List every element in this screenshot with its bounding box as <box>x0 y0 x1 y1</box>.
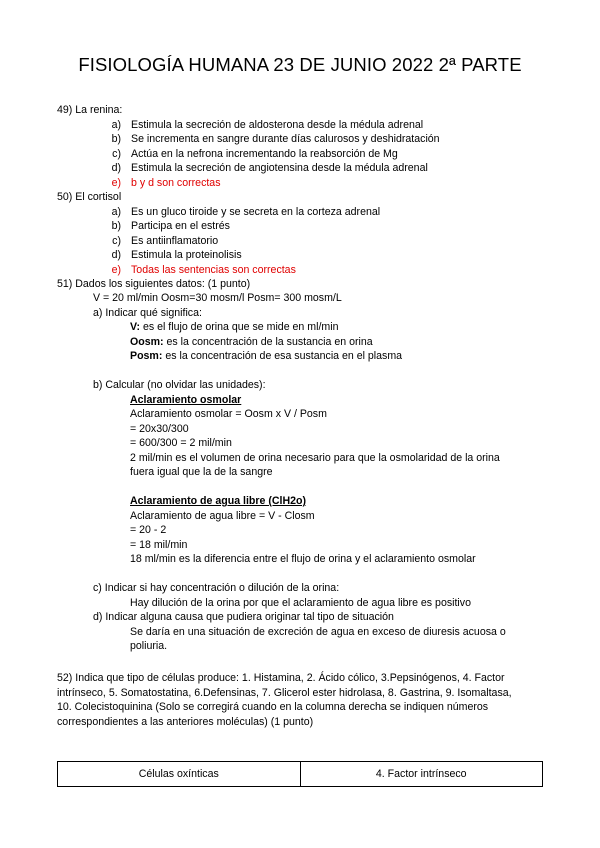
q51-part-b-label: b) Calcular (no olvidar las unidades): <box>93 379 266 391</box>
q51-data-line: V = 20 ml/min Oosm=30 mosm/l Posm= 300 mosm/L <box>93 292 342 304</box>
q51-def-v: V: es el flujo de orina que se mide en ml/min <box>130 321 339 333</box>
q52-line-1: 52) Indica que tipo de células produce: 1. Histamina, 2. Ácido cólico, 3.Pepsinógenos, 4. Factor <box>57 672 505 684</box>
osmolar-line-1: Aclaramiento osmolar = Oosm x V / Posm <box>130 408 327 420</box>
q51-part-c-label: c) Indicar si hay concentración o dilución de la orina: <box>93 582 340 594</box>
water-line-4: 18 ml/min es la diferencia entre el flujo de orina y el aclaramiento osmolar <box>130 553 476 565</box>
water-line-1: Aclaramiento de agua libre = V - Closm <box>130 510 315 522</box>
water-line-2: = 20 - 2 <box>130 524 167 536</box>
question-49: 49) La renina: <box>57 104 123 116</box>
q51-part-d-answer-2: poliuria. <box>130 640 168 652</box>
q51-def-posm: Posm: es la concentración de esa sustancia en el plasma <box>130 350 403 362</box>
q51-part-d-answer-1: Se daría en una situación de excreción de agua en exceso de diuresis acuosa o <box>130 626 506 638</box>
osmolar-line-5: fuera igual que la de la sangre <box>130 466 273 478</box>
cell-type-table <box>57 761 543 787</box>
osmolar-line-2: = 20x30/300 <box>130 423 189 435</box>
q52-line-4: correspondientes a las anteriores moléculas) (1 punto) <box>57 716 314 728</box>
question-51: 51) Dados los siguientes datos: (1 punto) <box>57 278 251 290</box>
free-water-clearance-heading: Aclaramiento de agua libre (ClH2o) <box>130 495 307 507</box>
question-50: 50) El cortisol <box>57 191 122 203</box>
table-cell-cell-type: Células oxínticas <box>58 762 301 787</box>
table-row <box>58 762 543 787</box>
exam-page: FISIOLOGÍA HUMANA 23 DE JUNIO 2022 2ª PARTE 49) La renina: a) Estimula la secreción de aldosterona desde la médula adrenal b) Se incrementa en sangre durante días calurosos y deshidratación c) Actúa en la nefrona incrementando la reabsorción de Mg d) Estimula la secreción de angiotensina desde la médula adrenal e) b y d son correctas 50) El cortisol a) Es un gluco tiroide y se secreta en la corteza adrenal b) Participa en el estrés c) Es antiinflamatorio d) Estimula la proteinolisis e) Todas las sentencias son correctas 51) Dados los siguientes datos: (1 punto) V = 20 ml/min Oosm=30 mosm/l Posm= 300 mosm/L a) Indicar qué significa: V: es el flujo de orina que se mide en ml/min Oosm: es la concentración de la sustancia en orina Posm: es la concentración de esa sustancia en el plasma b) Calcular (no olvidar las unidades): Aclaramiento osmolar Aclaramiento osmolar = Oosm x V / Posm = 20x30/300 = 600/300 = 2 mil/min 2 mil/min es el volumen de orina necesario para que la osmolaridad de la orina fuera igual que la de la sangre Aclaramiento de agua libre (ClH2o) Aclaramiento de agua libre = V - Closm = 20 - 2 = 18 mil/min 18 ml/min es la diferencia entre el flujo de orina y el aclaramiento osmolar c) Indicar si hay concentración o dilución de la orina: Hay dilución de la orina por que el aclaramiento de agua libre es positivo d) Indicar alguna causa que pudiera originar tal tipo de situación Se daría en una situación de excreción de agua en exceso de diuresis acuosa o poliuria. 52) Indica que tipo de células produce: 1. Histamina, 2. Ácido cólico, 3.Pepsinógenos, 4. Factor intrínseco, 5. Somatostatina, 6.Defensinas, 7. Glicerol ester hidrolasa, 8. Gastrina, 9. Isomaltasa, 10. Colecistoquinina (Solo se corregirá cuando en la columna derecha se indiquen números correspondientes a las anteriores moléculas) (1 punto) Células oxínticas 4. Factor intrínseco <box>0 0 600 848</box>
page-title: FISIOLOGÍA HUMANA 23 DE JUNIO 2022 2ª PARTE <box>78 54 522 75</box>
osmolar-line-4: 2 mil/min es el volumen de orina necesario para que la osmolaridad de la orina <box>130 452 500 464</box>
osmolar-clearance-heading: Aclaramiento osmolar <box>130 394 242 406</box>
osmolar-line-3: = 600/300 = 2 mil/min <box>130 437 232 449</box>
table-cell-answer: 4. Factor intrínseco <box>300 762 543 787</box>
q52-line-2: intrínseco, 5. Somatostatina, 6.Defensinas, 7. Glicerol ester hidrolasa, 8. Gastrina, 9. Isomaltasa, <box>57 687 512 699</box>
q51-def-oosm: Oosm: es la concentración de la sustancia en orina <box>130 336 373 348</box>
q51-part-a-label: a) Indicar qué significa: <box>93 307 202 319</box>
q52-line-3: 10. Colecistoquinina (Solo se corregirá cuando en la columna derecha se indiquen números <box>57 701 489 713</box>
q51-part-d-label: d) Indicar alguna causa que pudiera originar tal tipo de situación <box>93 611 394 623</box>
q51-part-c-answer: Hay dilución de la orina por que el aclaramiento de agua libre es positivo <box>130 597 471 609</box>
water-line-3: = 18 mil/min <box>130 539 188 551</box>
